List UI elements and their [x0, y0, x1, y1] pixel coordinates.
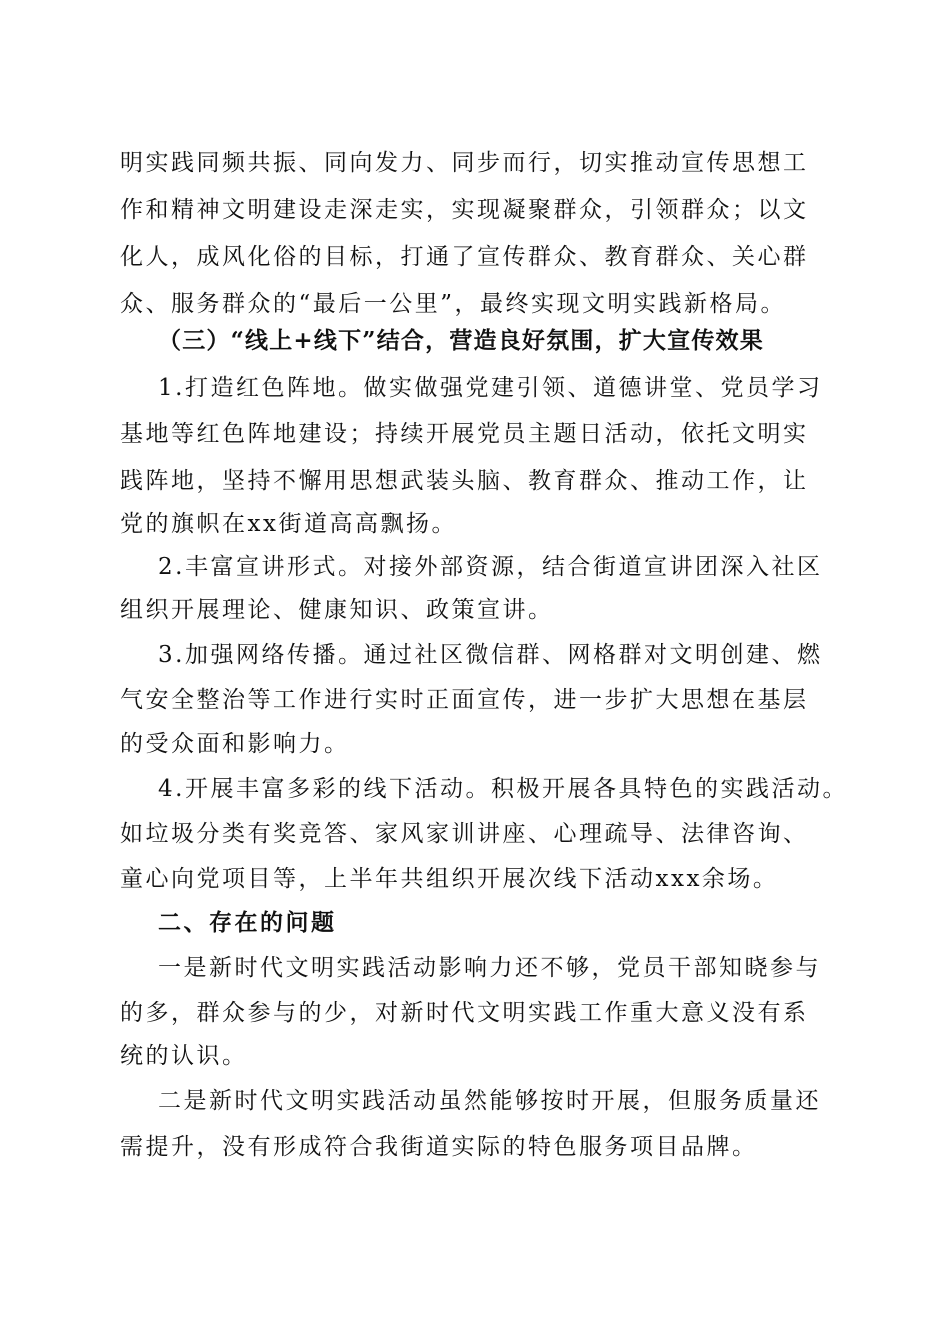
problem-2-line: 二是新时代文明实践活动虽然能够按时开展，但服务质量还: [158, 1088, 821, 1114]
item-3-line: 的受众面和影响力。: [120, 731, 350, 757]
chapter-heading: 二、存在的问题: [158, 909, 337, 936]
paragraph-line: 作和精神文明建设走深走实，实现凝聚群众，引领群众；以文: [120, 197, 809, 223]
paragraph-line: 化人，成风化俗的目标，打通了宣传群众、教育群众、关心群: [120, 244, 809, 270]
problem-2-line: 需提升，没有形成符合我街道实际的特色服务项目品牌。: [120, 1134, 758, 1160]
item-1-line: 1.打造红色阵地。做实做强党建引领、道德讲堂、党员学习: [158, 375, 823, 401]
item-4-line: 如垃圾分类有奖竞答、家风家训讲座、心理疏导、法律咨询、: [120, 821, 809, 847]
section-heading: （三）“线上+线下”结合，营造良好氛围，扩大宣传效果: [158, 327, 764, 354]
item-2-line: 2.丰富宣讲形式。对接外部资源，结合街道宣讲团深入社区: [158, 554, 823, 580]
item-2-line: 组织开展理论、健康知识、政策宣讲。: [120, 597, 554, 623]
item-1-line: 党的旗帜在xx街道高高飘扬。: [120, 511, 457, 537]
item-1-line: 基地等红色阵地建设；持续开展党员主题日活动，依托文明实: [120, 421, 809, 447]
paragraph-line: 众、服务群众的“最后一公里”，最终实现文明实践新格局。: [120, 291, 787, 317]
item-3-line: 气安全整治等工作进行实时正面宣传，进一步扩大思想在基层: [120, 687, 809, 713]
item-1-line: 践阵地，坚持不懈用思想武装头脑、教育群众、推动工作，让: [120, 468, 809, 494]
problem-1-line: 的多，群众参与的少，对新时代文明实践工作重大意义没有系: [120, 1000, 809, 1026]
item-4-line: 童心向党项目等，上半年共组织开展次线下活动xxx余场。: [120, 866, 779, 892]
problem-1-line: 统的认识。: [120, 1043, 248, 1069]
item-3-line: 3.加强网络传播。通过社区微信群、网格群对文明创建、燃: [158, 642, 823, 668]
paragraph-line: 明实践同频共振、同向发力、同步而行，切实推动宣传思想工: [120, 150, 809, 176]
problem-1-line: 一是新时代文明实践活动影响力还不够，党员干部知晓参与: [158, 955, 821, 981]
item-4-line: 4.开展丰富多彩的线下活动。积极开展各具特色的实践活动。: [158, 776, 848, 802]
